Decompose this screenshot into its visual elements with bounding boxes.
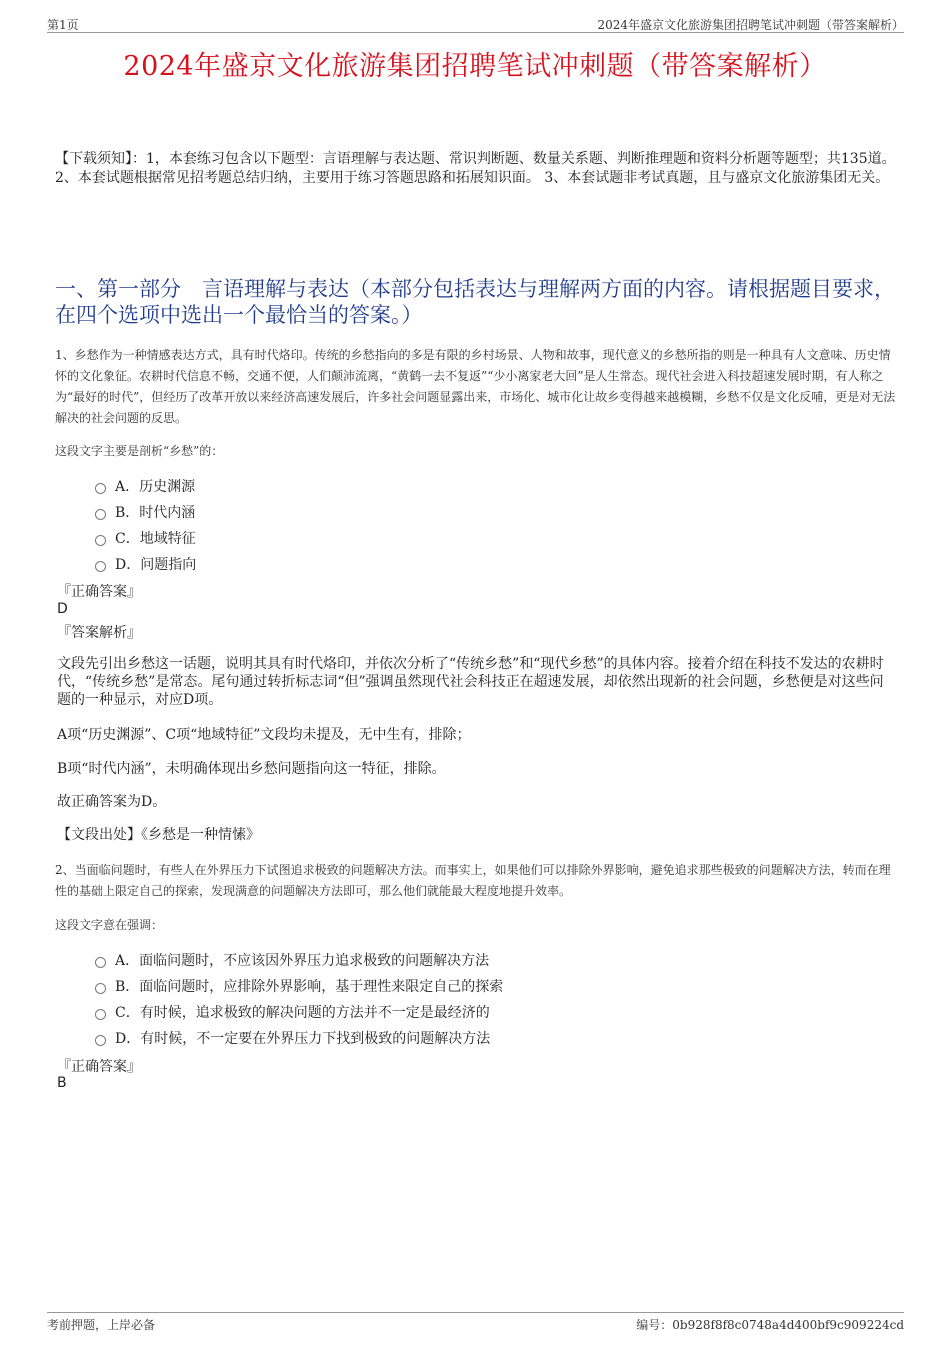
question-2-prompt: 这段文字意在强调： [55,918,164,932]
analysis-paragraph: A项“历史渊源”、C项“地域特征”文段均未提及，无中生有，排除； [57,727,471,743]
analysis-paragraph: B项“时代内涵”，未明确体现出乡愁问题指向这一特征，排除。 [57,761,446,777]
page-footer [47,1312,904,1333]
document-code: 编号：0b928f8f8c0748a4d400bf9c909224cd [636,1318,904,1332]
radio-icon[interactable] [95,535,106,546]
option-c[interactable]: C．地域特征 [95,525,196,551]
page-header [47,14,904,33]
analysis-paragraph: 故正确答案为D。 [57,794,167,810]
option-a[interactable]: A．面临问题时，不应该因外界压力追求极致的问题解决方法 [95,947,503,973]
question-2-options [95,947,503,1051]
option-b[interactable]: B．面临问题时，应排除外界影响，基于理性来限定自己的探索 [95,973,503,999]
source-citation: 【文段出处】《乡愁是一种情愫》 [57,827,260,843]
header-doc-title: 2024年盛京文化旅游集团招聘笔试冲刺题（带答案解析） [597,18,904,32]
answer-value: D [57,601,68,617]
download-notice: 【下载须知】：1，本套练习包含以下题型：言语理解与表达题、常识判断题、数量关系题、判断推理题和资料分析题等题型；共135道。 2、本套试题根据常见招考题总结归纳，主要用于练习答题思路和拓展知识面。 3、本套试题非考试真题，且与盛京文化旅游集团无关。 [55,151,896,186]
option-a[interactable]: A．历史渊源 [95,473,196,499]
radio-icon[interactable] [95,1009,106,1020]
radio-icon[interactable] [95,957,106,968]
section-heading: 一、第一部分 言语理解与表达（本部分包括表达与理解两方面的内容。请根据题目要求，在四个选项中选出一个最恰当的答案。） [55,277,895,327]
radio-icon[interactable] [95,509,106,520]
page-title: 2024年盛京文化旅游集团招聘笔试冲刺题（带答案解析） [123,51,827,82]
question-1-options [95,473,196,577]
footer-slogan: 考前押题，上岸必备 [47,1318,156,1332]
answer-label: 『正确答案』 [57,1059,141,1075]
radio-icon[interactable] [95,561,106,572]
answer-label: 『正确答案』 [57,584,141,600]
question-1-prompt: 这段文字主要是剖析“乡愁”的： [55,444,224,458]
page-number: 第1页 [47,18,79,32]
option-d[interactable]: D．有时候，不一定要在外界压力下找到极致的问题解决方法 [95,1025,503,1051]
analysis-paragraph: 文段先引出乡愁这一话题，说明其具有时代烙印，并依次分析了“传统乡愁”和“现代乡愁”的具体内容。接着介绍在科技不发达的农耕时代，“传统乡愁”是常态。尾句通过转折标志词“但”强调虽然现代社会科技正在超速发展，却依然出现新的社会问题，乡愁便是对这些问题的一种显示，对应D项。 [57,656,884,708]
radio-icon[interactable] [95,483,106,494]
question-1-text: 1、乡愁作为一种情感表达方式，具有时代烙印。传统的乡愁指向的多是有限的乡村场景、人物和故事，现代意义的乡愁所指的则是一种具有人文意味、历史情怀的文化象征。农耕时代信息不畅，交通不便，人们颠沛流离，“黄鹤一去不复返”“少小离家老大回”是人生常态。现代社会进入科技超速发展时期，有人称之为“最好的时代”，但经历了改革开放以来经济高速发展后，许多社会问题显露出来，市场化、城市化让故乡变得越来越模糊，乡愁不仅是文化反哺，更是对无法解决的社会问题的反思。 [55,348,896,425]
option-b[interactable]: B．时代内涵 [95,499,196,525]
analysis-label: 『答案解析』 [57,625,141,641]
question-2-text: 2、当面临问题时，有些人在外界压力下试图追求极致的问题解决方法。而事实上，如果他们可以排除外界影响，避免追求那些极致的问题解决方法，转而在理性的基础上限定自己的探索，发现满意的问题解决方法即可，那么他们就能最大程度地提升效率。 [55,863,891,898]
option-d[interactable]: D．问题指向 [95,551,196,577]
option-c[interactable]: C．有时候，追求极致的解决问题的方法并不一定是最经济的 [95,999,503,1025]
radio-icon[interactable] [95,1035,106,1046]
radio-icon[interactable] [95,983,106,994]
answer-value: B [57,1075,67,1091]
